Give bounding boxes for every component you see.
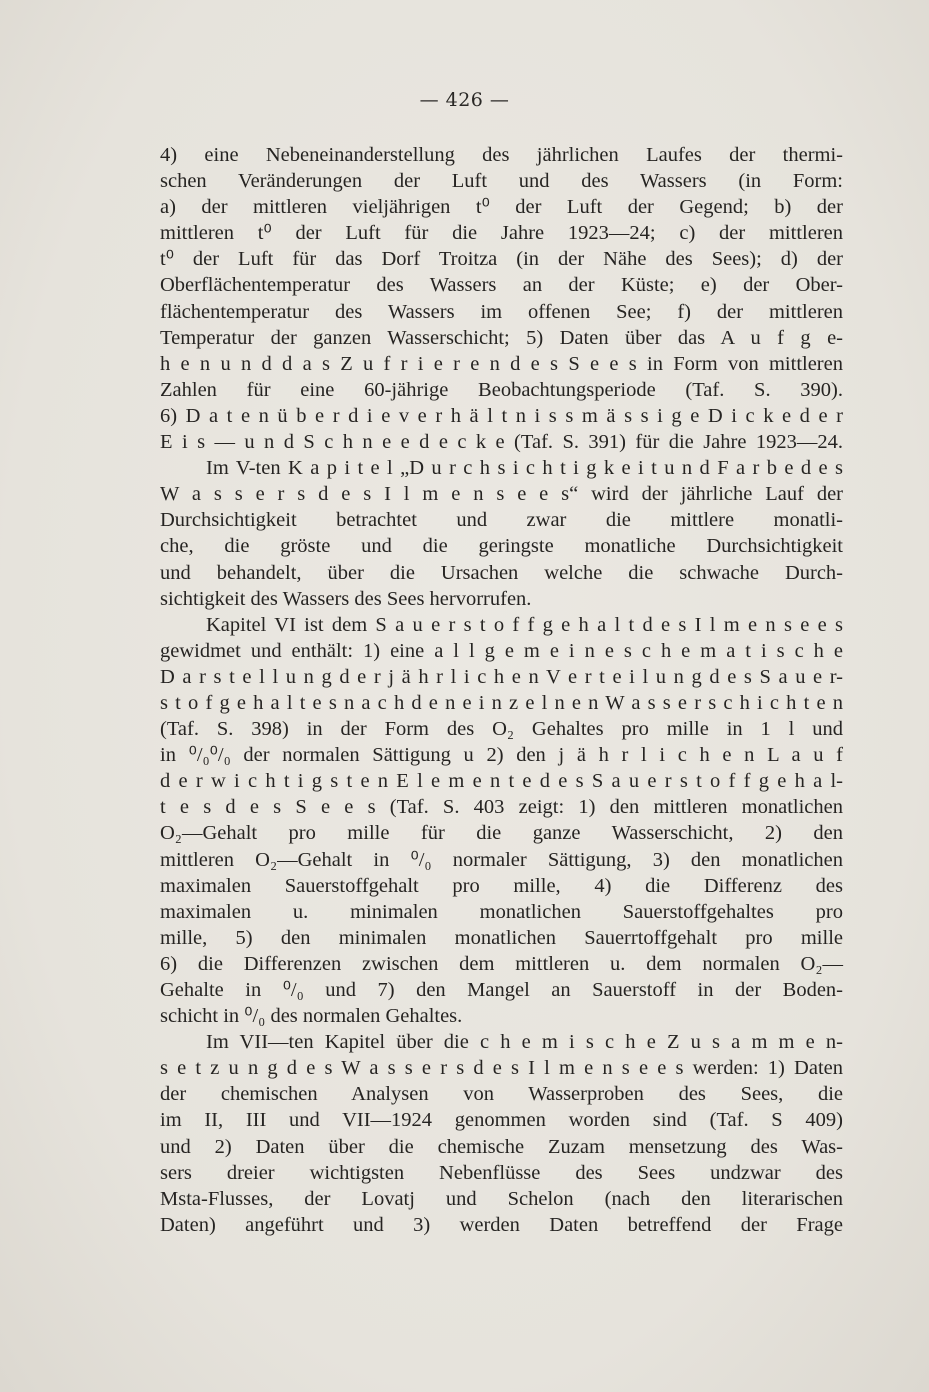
- text-line: mille, 5) den minimalen monatlichen Sauerrtoffgehalt pro mille: [160, 926, 843, 949]
- text-line: 6) D a t e n ü b e r d i e v e r h ä l t n i s s m ä s s i g e D i c k e d e r: [160, 404, 843, 427]
- text-line: sichtigkeit des Wassers des Sees hervorrufen.: [160, 587, 532, 610]
- text-line: mittleren O₂—Gehalt in ⁰/₀ normaler Sättigung, 3) den monatlichen: [160, 848, 843, 871]
- text-line: O₂—Gehalt pro mille für die ganze Wasserschicht, 2) den: [160, 822, 843, 845]
- text-line: W a s s e r s d e s I l m e n s e e s“ wird der jährliche Lauf der: [160, 483, 843, 506]
- text-line: im II, III und VII—1924 genommen worden sind (Taf. S 409): [160, 1109, 843, 1132]
- text-line: Temperatur der ganzen Wasserschicht; 5) Daten über das A u f g e-: [160, 326, 843, 349]
- text-line: Msta-Flusses, der Lovatj und Schelon (nach den literarischen: [160, 1187, 843, 1210]
- text-line: 4) eine Nebeneinanderstellung des jährlichen Laufes der thermi-: [160, 144, 843, 166]
- text-line: gewidmet und enthält: 1) eine a l l g e m e i n e s c h e m a t i s c h e: [160, 639, 843, 662]
- text-line: t⁰ der Luft für das Dorf Troitza (in der Nähe des Sees); d) der: [160, 248, 843, 271]
- text-line: s e t z u n g d e s W a s s e r s d e s I l m e n s e e s werden: 1) Daten: [160, 1057, 843, 1080]
- text-line: schicht in ⁰/₀ des normalen Gehaltes.: [160, 1005, 463, 1028]
- text-line: Gehalte in ⁰/₀ und 7) den Mangel an Sauerstoff in der Boden-: [160, 979, 843, 1001]
- text-line: und 2) Daten über die chemische Zuzam mensetzung des Was-: [160, 1135, 843, 1158]
- text-line: maximalen u. minimalen monatlichen Sauerstoffgehaltes pro: [160, 900, 843, 923]
- text-line: der chemischen Analysen von Wasserproben des Sees, die: [160, 1083, 843, 1106]
- text-line: maximalen Sauerstoffgehalt pro mille, 4) die Differenz des: [160, 874, 843, 897]
- text-line: Im V-ten K a p i t e l „D u r c h s i c h t i g k e i t u n d F a r b e d e s: [206, 457, 843, 480]
- text-line: 6) die Differenzen zwischen dem mittleren u. dem normalen O₂—: [160, 952, 843, 975]
- text-line: h e n u n d d a s Z u f r i e r e n d e s S e e s in Form von mittleren: [160, 352, 843, 375]
- text-line: flächentemperatur des Wassers im offenen See; f) der mittleren: [160, 300, 843, 323]
- body-text: [160, 142, 843, 1238]
- page-number: — 426 —: [419, 89, 510, 111]
- text-line: a) der mittleren vieljährigen t⁰ der Luft der Gegend; b) der: [160, 196, 843, 219]
- text-line: Oberflächentemperatur des Wassers an der Küste; e) der Ober-: [160, 274, 843, 297]
- text-line: che, die gröste und die geringste monatliche Durchsichtigkeit: [160, 535, 843, 558]
- text-line: D a r s t e l l u n g d e r j ä h r l i c h e n V e r t e i l u n g d e s S a u e r-: [160, 665, 843, 688]
- text-line: Kapitel VI ist dem S a u e r s t o f f g e h a l t d e s I l m e n s e e s: [206, 613, 843, 636]
- text-line: t e s d e s S e e s (Taf. S. 403 zeigt: 1) den mittleren monatlichen: [160, 796, 843, 819]
- text-line: Zahlen für eine 60-jährige Beobachtungsperiode (Taf. S. 390).: [160, 378, 843, 401]
- text-line: d e r w i c h t i g s t e n E l e m e n t e d e s S a u e r s t o f f g e h a l-: [160, 770, 843, 793]
- text-line: Im VII—ten Kapitel über die c h e m i s c h e Z u s a m m e n-: [206, 1031, 843, 1054]
- text-line: schen Veränderungen der Luft und des Wassers (in Form:: [160, 170, 843, 193]
- text-line: mittleren t⁰ der Luft für die Jahre 1923—24; c) der mittleren: [160, 222, 843, 245]
- text-line: in ⁰/₀⁰/₀ der normalen Sättigung u 2) den j ä h r l i c h e n L a u f: [160, 744, 843, 767]
- text-line: Daten) angeführt und 3) werden Daten betreffend der Frage: [160, 1213, 843, 1236]
- text-line: E i s — u n d S c h n e e d e c k e (Taf. S. 391) für die Jahre 1923—24.: [160, 431, 843, 454]
- text-line: sers dreier wichtigsten Nebenflüsse des Sees undzwar des: [160, 1161, 843, 1184]
- text-line: s t o f g e h a l t e s n a c h d e n e i n z e l n e n W a s s e r s c h i c h t e n: [160, 691, 843, 714]
- text-line: Durchsichtigkeit betrachtet und zwar die mittlere monatli-: [160, 509, 843, 532]
- text-line: (Taf. S. 398) in der Form des O₂ Gehaltes pro mille in 1 l und: [160, 718, 843, 741]
- text-line: und behandelt, über die Ursachen welche die schwache Durch-: [160, 561, 843, 584]
